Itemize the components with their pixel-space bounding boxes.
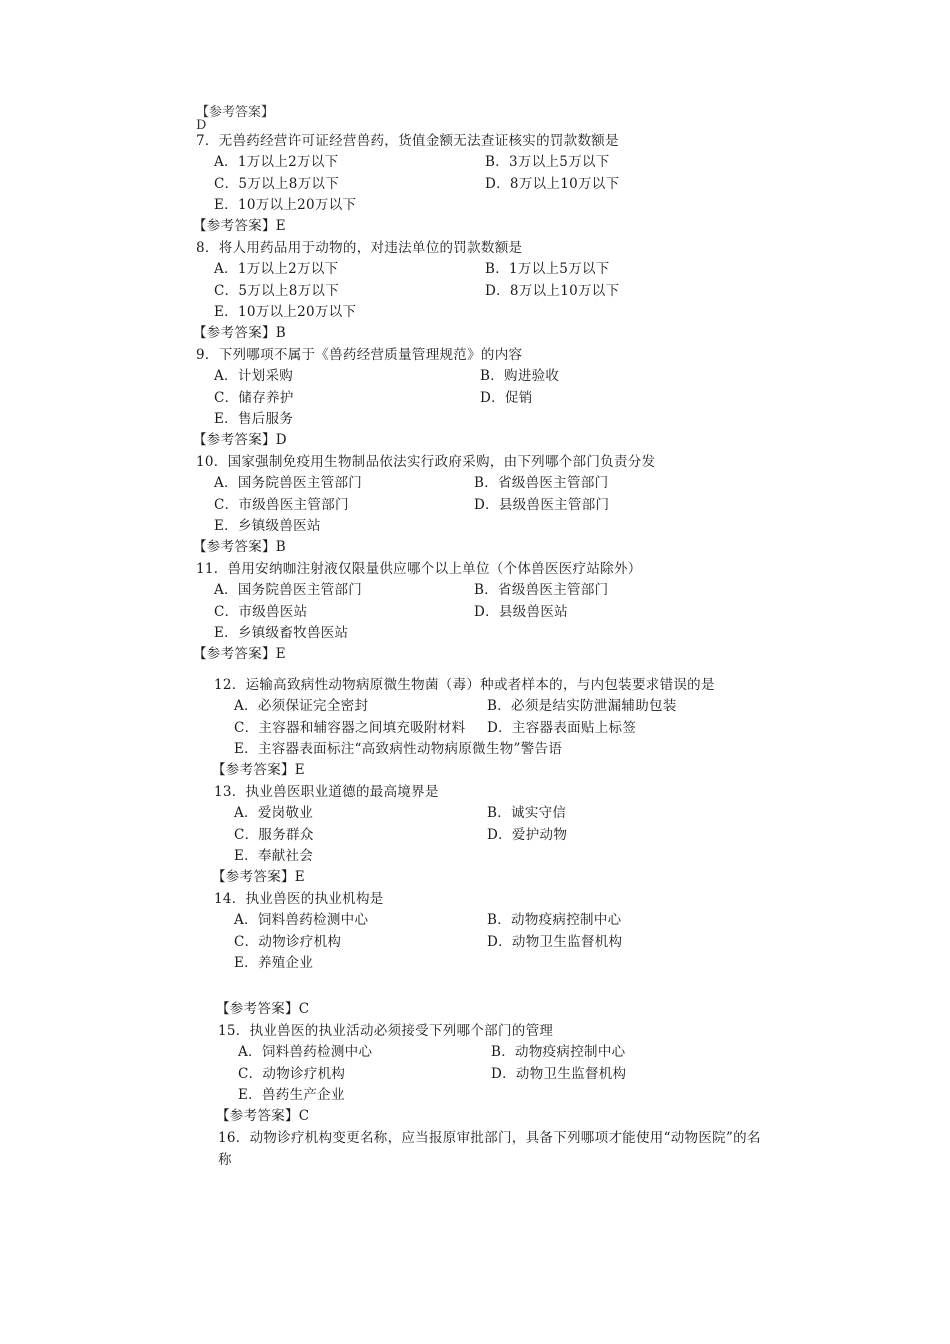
question-9-option-d: D．促销: [480, 390, 533, 406]
question-10-option-e: E．乡镇级兽医站: [214, 518, 321, 534]
question-16-stem-line2: 称: [218, 1152, 232, 1168]
question-11-option-b: B．省级兽医主管部门: [474, 582, 609, 598]
question-15-option-a: A．饲料兽药检测中心: [238, 1044, 373, 1060]
question-13-option-e: E．奉献社会: [234, 848, 314, 864]
question-10-option-c: C．市级兽医主管部门: [214, 497, 349, 513]
question-12-answer: 【参考答案】E: [212, 762, 305, 778]
question-8-option-d: D．8万以上10万以下: [485, 283, 620, 299]
question-7-option-b: B．3万以上5万以下: [485, 154, 610, 170]
question-11-stem: 11．兽用安纳咖注射液仅限量供应哪个以上单位（个体兽医医疗站除外）: [196, 561, 642, 577]
question-9-answer: 【参考答案】D: [193, 432, 287, 448]
question-13-option-d: D．爱护动物: [487, 827, 568, 843]
question-12-option-b: B．必须是结实防泄漏辅助包装: [487, 698, 677, 714]
question-7-stem: 7．无兽药经营许可证经营兽药，货值金额无法查证核实的罚款数额是: [196, 133, 619, 149]
question-7-answer: 【参考答案】E: [193, 218, 286, 234]
question-14-answer: 【参考答案】C: [216, 1001, 310, 1017]
question-11-answer: 【参考答案】E: [193, 646, 286, 662]
question-8-option-a: A．1万以上2万以下: [214, 261, 339, 277]
question-7-option-a: A．1万以上2万以下: [214, 154, 339, 170]
question-15-option-c: C．动物诊疗机构: [238, 1066, 346, 1082]
question-8-option-c: C．5万以上8万以下: [214, 283, 340, 299]
question-10-option-d: D．县级兽医主管部门: [474, 497, 610, 513]
question-8-option-b: B．1万以上5万以下: [485, 261, 610, 277]
question-15-option-d: D．动物卫生监督机构: [491, 1066, 627, 1082]
question-9-stem: 9．下列哪项不属于《兽药经营质量管理规范》的内容: [196, 347, 523, 363]
question-13-stem: 13．执业兽医职业道德的最高境界是: [214, 784, 439, 800]
question-9-option-e: E．售后服务: [214, 411, 294, 427]
question-8-stem: 8．将人用药品用于动物的，对违法单位的罚款数额是: [196, 240, 523, 256]
question-7-option-e: E．10万以上20万以下: [214, 197, 357, 213]
question-8-answer: 【参考答案】B: [193, 325, 287, 341]
question-15-option-e: E．兽药生产企业: [238, 1087, 345, 1103]
question-12-option-e: E．主容器表面标注“高致病性动物病原微生物”警告语: [234, 741, 563, 757]
question-10-option-a: A．国务院兽医主管部门: [214, 475, 363, 491]
question-10-stem: 10．国家强制免疫用生物制品依法实行政府采购，由下列哪个部门负责分发: [196, 454, 656, 470]
question-11-option-e: E．乡镇级畜牧兽医站: [214, 625, 349, 641]
question-15-answer: 【参考答案】C: [216, 1108, 310, 1124]
question-11-option-d: D．县级兽医站: [474, 604, 568, 620]
question-14-option-e: E．养殖企业: [234, 955, 314, 971]
question-16-stem-line1: 16．动物诊疗机构变更名称，应当报原审批部门，具备下列哪项才能使用“动物医院”的名: [218, 1130, 761, 1146]
clipped-answer-line: 【参考答案】D: [196, 105, 275, 133]
question-9-option-b: B．购进验收: [480, 368, 560, 384]
question-7-option-d: D．8万以上10万以下: [485, 176, 620, 192]
question-12-stem: 12．运输高致病性动物病原微生物菌（毒）种或者样本的，与内包装要求错误的是: [214, 677, 715, 693]
question-10-option-b: B．省级兽医主管部门: [474, 475, 609, 491]
question-14-stem: 14．执业兽医的执业机构是: [214, 891, 384, 907]
question-12-option-d: D．主容器表面贴上标签: [487, 720, 637, 736]
question-14-option-a: A．饲料兽药检测中心: [234, 912, 369, 928]
question-11-option-c: C．市级兽医站: [214, 604, 308, 620]
question-13-option-c: C．服务群众: [234, 827, 314, 843]
question-9-option-a: A．计划采购: [214, 368, 294, 384]
question-14-option-d: D．动物卫生监督机构: [487, 934, 623, 950]
question-13-option-a: A．爱岗敬业: [234, 805, 314, 821]
question-12-option-c: C．主容器和辅容器之间填充吸附材料: [234, 720, 466, 736]
question-13-answer: 【参考答案】E: [212, 869, 305, 885]
question-9-option-c: C．储存养护: [214, 390, 294, 406]
question-15-option-b: B．动物疫病控制中心: [491, 1044, 626, 1060]
question-15-stem: 15．执业兽医的执业活动必须接受下列哪个部门的管理: [218, 1023, 554, 1039]
question-8-option-e: E．10万以上20万以下: [214, 304, 357, 320]
question-11-option-a: A．国务院兽医主管部门: [214, 582, 363, 598]
question-14-option-c: C．动物诊疗机构: [234, 934, 342, 950]
question-14-option-b: B．动物疫病控制中心: [487, 912, 622, 928]
question-7-option-c: C．5万以上8万以下: [214, 176, 340, 192]
question-10-answer: 【参考答案】B: [193, 539, 287, 555]
question-13-option-b: B．诚实守信: [487, 805, 567, 821]
question-12-option-a: A．必须保证完全密封: [234, 698, 369, 714]
